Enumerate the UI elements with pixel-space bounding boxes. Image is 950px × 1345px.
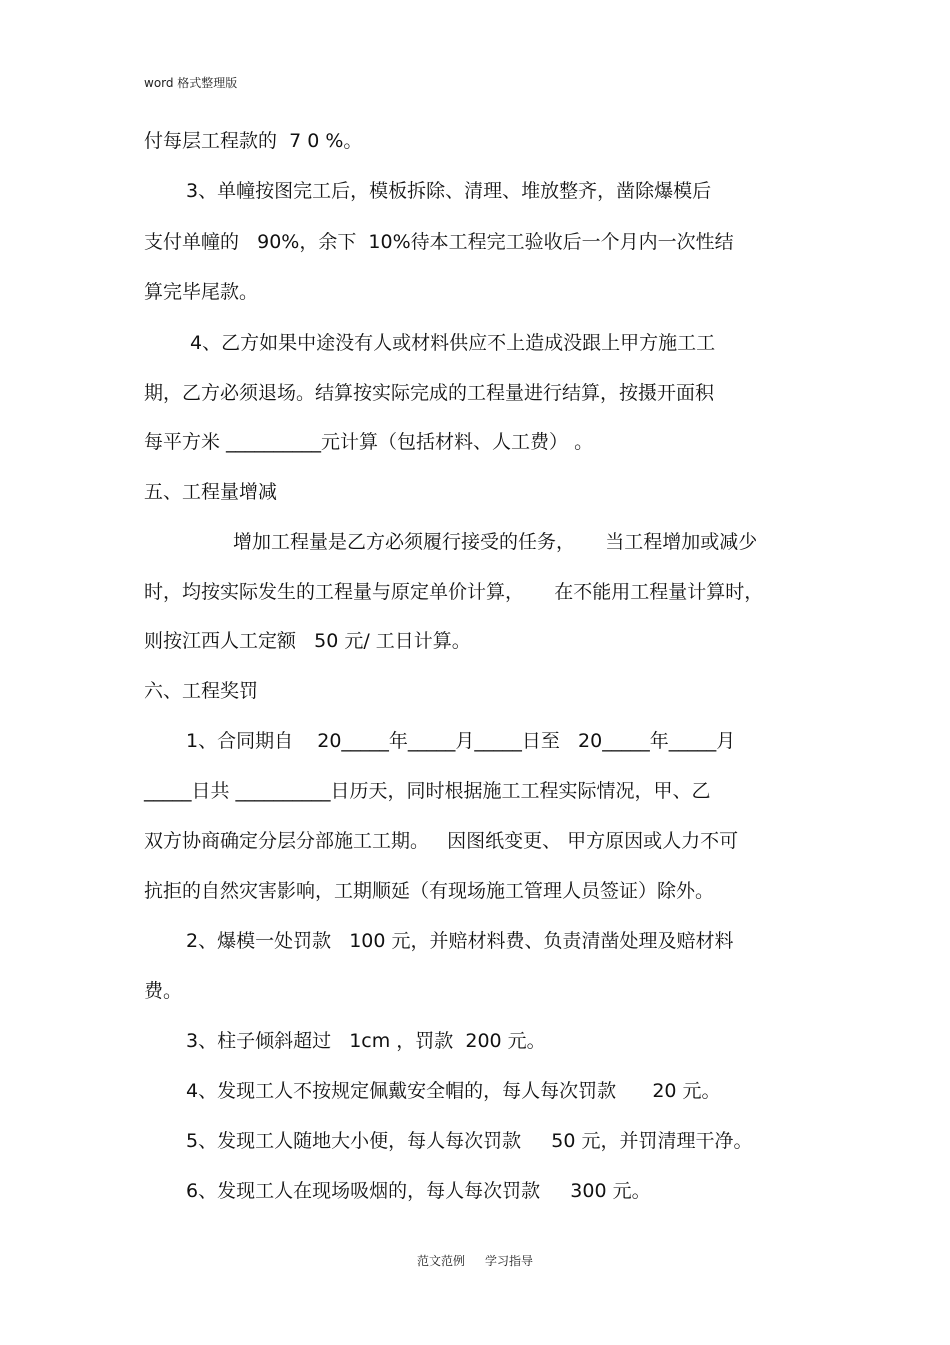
- paragraph-line: 费。: [144, 980, 183, 1002]
- section-heading: 五、工程量增减: [144, 481, 278, 503]
- paragraph-line: 抗拒的自然灾害影响，工期顺延（有现场施工管理人员签证）除外。: [144, 880, 715, 902]
- paragraph-line: _____日共 __________日历天，同时根据施工工程实际情况，甲、乙: [144, 780, 711, 802]
- paragraph-line: 3、柱子倾斜超过 1cm ，罚款 200 元。: [186, 1030, 546, 1052]
- paragraph-line: 6、发现工人在现场吸烟的，每人每次罚款 300 元。: [186, 1180, 651, 1202]
- paragraph-line: 支付单幢的 90%，余下 10%待本工程完工验收后一个月内一次性结: [144, 231, 734, 253]
- section-heading: 六、工程奖罚: [144, 680, 259, 702]
- paragraph-line: 则按江西人工定额 50 元/ 工日计算。: [144, 630, 471, 652]
- paragraph-line: 4、发现工人不按规定佩戴安全帽的，每人每次罚款 20 元。: [186, 1080, 721, 1102]
- paragraph-line: 3、单幢按图完工后，模板拆除、清理、堆放整齐，凿除爆模后: [186, 180, 712, 202]
- page-header: word 格式整理版: [144, 76, 238, 90]
- paragraph-line: 4、乙方如果中途没有人或材料供应不上造成没跟上甲方施工工: [190, 332, 716, 354]
- paragraph-line: 双方协商确定分层分部施工工期。 因图纸变更、 甲方原因或人力不可: [144, 830, 739, 852]
- footer-right-text: 学习指导: [485, 1254, 534, 1268]
- paragraph-line: 1、合同期自 20_____年_____月_____日至 20_____年_____月: [186, 730, 736, 752]
- paragraph-line: 期，乙方必须退场。结算按实际完成的工程量进行结算，按摄开面积: [144, 382, 715, 404]
- paragraph-line: 每平方米 __________元计算（包括材料、人工费） 。: [144, 431, 594, 453]
- paragraph-line: 算完毕尾款。: [144, 281, 259, 303]
- paragraph-line: 付每层工程款的 7 0 %。: [144, 130, 363, 152]
- paragraph-line: 5、发现工人随地大小便，每人每次罚款 50 元，并罚清理干净。: [186, 1130, 753, 1152]
- paragraph-line: 时，均按实际发生的工程量与原定单价计算， 在不能用工程量计算时，: [144, 581, 764, 603]
- page-footer: [0, 1252, 950, 1269]
- paragraph-line: 2、爆模一处罚款 100 元，并赔材料费、负责清凿处理及赔材料: [186, 930, 734, 952]
- paragraph-line: 增加工程量是乙方必须履行接受的任务， 当工程增加或减少: [233, 531, 758, 553]
- footer-left-text: 范文范例: [416, 1254, 465, 1268]
